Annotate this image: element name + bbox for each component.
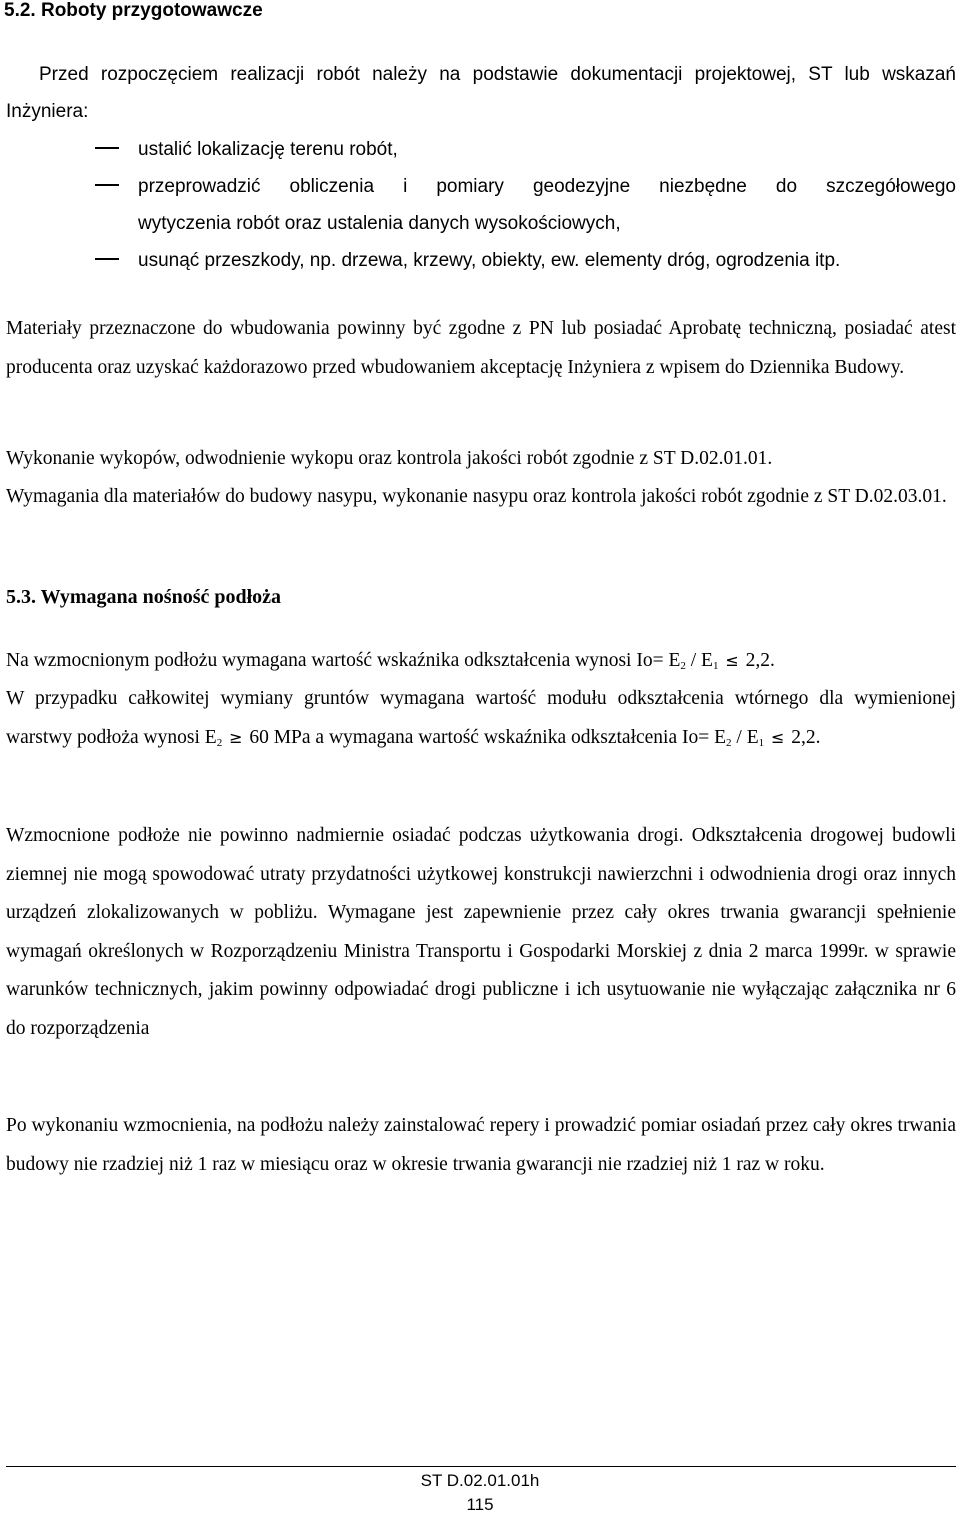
footer-spec-code: ST D.02.01.01h — [420, 1471, 540, 1490]
list-item: przeprowadzić obliczenia i pomiary geodezyjne niezbędne do szczegółowego wytyczenia robót oraz ustalenia danych wysokościowych, — [95, 168, 956, 242]
dash-bullet-icon — [95, 131, 138, 168]
materials-paragraph: Materiały przeznaczone do wbudowania powinny być zgodne z PN lub posiadać Aprobatę techniczną, posiadać atest producenta oraz uzyskać każdorazowo przed wbudowaniem akceptację Inżyniera z wpisem do Dziennika Budowy. — [6, 318, 956, 378]
soil-replacement-paragraph: W przypadku całkowitej wymiany gruntów wymagana wartość modułu odkształcenia wtórnego dla wymienionej warstwy podłoża wynosi $E_2 \ge 60$ MPa a wymagana wartość wskaźnika odkształcenia $Io= E_2 / E_1 \le 2,2$. — [6, 688, 956, 749]
list-item: usunąć przeszkody, np. drzewa, krzewy, obiekty, ew. elementy dróg, ogrodzenia itp. — [95, 242, 956, 279]
list-item: ustalić lokalizację terenu robót, — [95, 131, 956, 168]
less-equal-icon: ≤ — [771, 727, 785, 747]
intro-paragraph: Przed rozpoczęciem realizacji robót należy na podstawie dokumentacji projektowej, ST lub wskazań Inżyniera: — [6, 64, 956, 122]
excavation-paragraph: Wykonanie wykopów, odwodnienie wykopu oraz kontrola jakości robót zgodnie z ST D.02.01.01. — [6, 448, 773, 469]
section-heading-5-2: 5.2. Roboty przygotowawcze — [4, 0, 263, 21]
dash-bullet-icon — [95, 242, 138, 279]
less-equal-icon: ≤ — [725, 651, 739, 670]
footer-divider — [6, 1466, 956, 1467]
strengthened-subgrade-paragraph: Na wzmocnionym podłożu wymagana wartość wskaźnika odkształcenia wynosi $Io= E_2 / E_1 \le 2,2$. — [6, 650, 775, 672]
greater-equal-icon: ≥ — [229, 727, 243, 747]
dash-bullet-icon — [95, 168, 138, 242]
embankment-paragraph: Wymagania dla materiałów do budowy nasypu, wykonanie nasypu oraz kontrola jakości robót zgodnie z ST D.02.03.01. — [6, 486, 947, 507]
footer-page-number: 115 — [466, 1495, 494, 1514]
settlement-paragraph: Wzmocnione podłoże nie powinno nadmiernie osiadać podczas użytkowania drogi. Odkształcenia drogowej budowli ziemnej nie mogą spowodować utraty przydatności użytkowej konstrukcji nawierzchni i odwodnienia drogi oraz innych urządzeń zlokalizowanych w pobliżu. Wymagane jest zapewnienie przez cały okres trwania gwarancji spełnienie wymagań określonych w Rozporządzeniu Ministra Transportu i Gospodarki Morskiej z dnia 2 marca 1999r. w sprawie warunków technicznych, jakim powinny odpowiadać drogi publiczne i ich usytuowanie nie wyłączając załącznika nr 6 do rozporządzenia — [6, 825, 956, 1039]
benchmarks-paragraph: Po wykonaniu wzmocnienia, na podłożu należy zainstalować repery i prowadzić pomiar osiadań przez cały okres trwania budowy nie rzadziej niż 1 raz w miesiącu oraz w okresie trwania gwarancji nie rzadziej niż 1 raz w roku. — [6, 1115, 956, 1175]
section-heading-5-3: 5.3. Wymagana nośność podłoża — [6, 586, 282, 608]
